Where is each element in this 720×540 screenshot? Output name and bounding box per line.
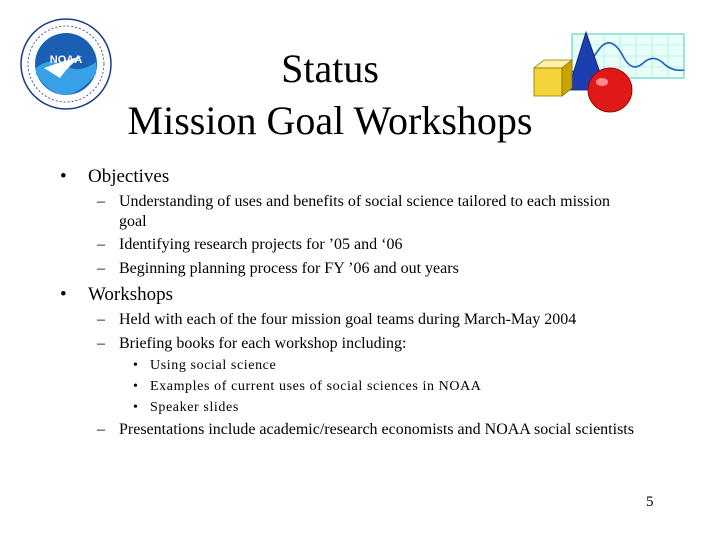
sub-list-item-text: Using social science [150,358,277,373]
list-item-text: Identifying research projects for ’05 and ‘06 [119,236,403,253]
list-item-text: Held with each of the four mission goal teams during March-May 2004 [119,311,577,328]
sub-list-item-text: Examples of current uses of social sciences in NOAA [150,379,482,394]
bullet-label: Workshops [88,284,174,305]
red-sphere-icon [588,68,632,112]
list-item-text: Briefing books for each workshop including: [119,335,407,352]
slide-title-line2: Mission Goal Workshops [127,98,533,143]
list-item-text: Presentations include academic/research economists and NOAA social scientists [119,421,634,438]
bullet-label: Objectives [88,166,170,187]
list-item-text: Beginning planning process for FY ’06 and out years [119,260,459,277]
svg-text:NOAA: NOAA [49,54,83,66]
slide-title-line1: Status [281,46,379,91]
sub-list-item-text: Speaker slides [150,400,239,415]
list-item-text: Understanding of uses and benefits of social science tailored to each mission goal [119,193,610,230]
bullet-dot: • [60,166,67,187]
page-number: 5 [646,494,654,510]
bullet-dot: • [60,284,67,305]
